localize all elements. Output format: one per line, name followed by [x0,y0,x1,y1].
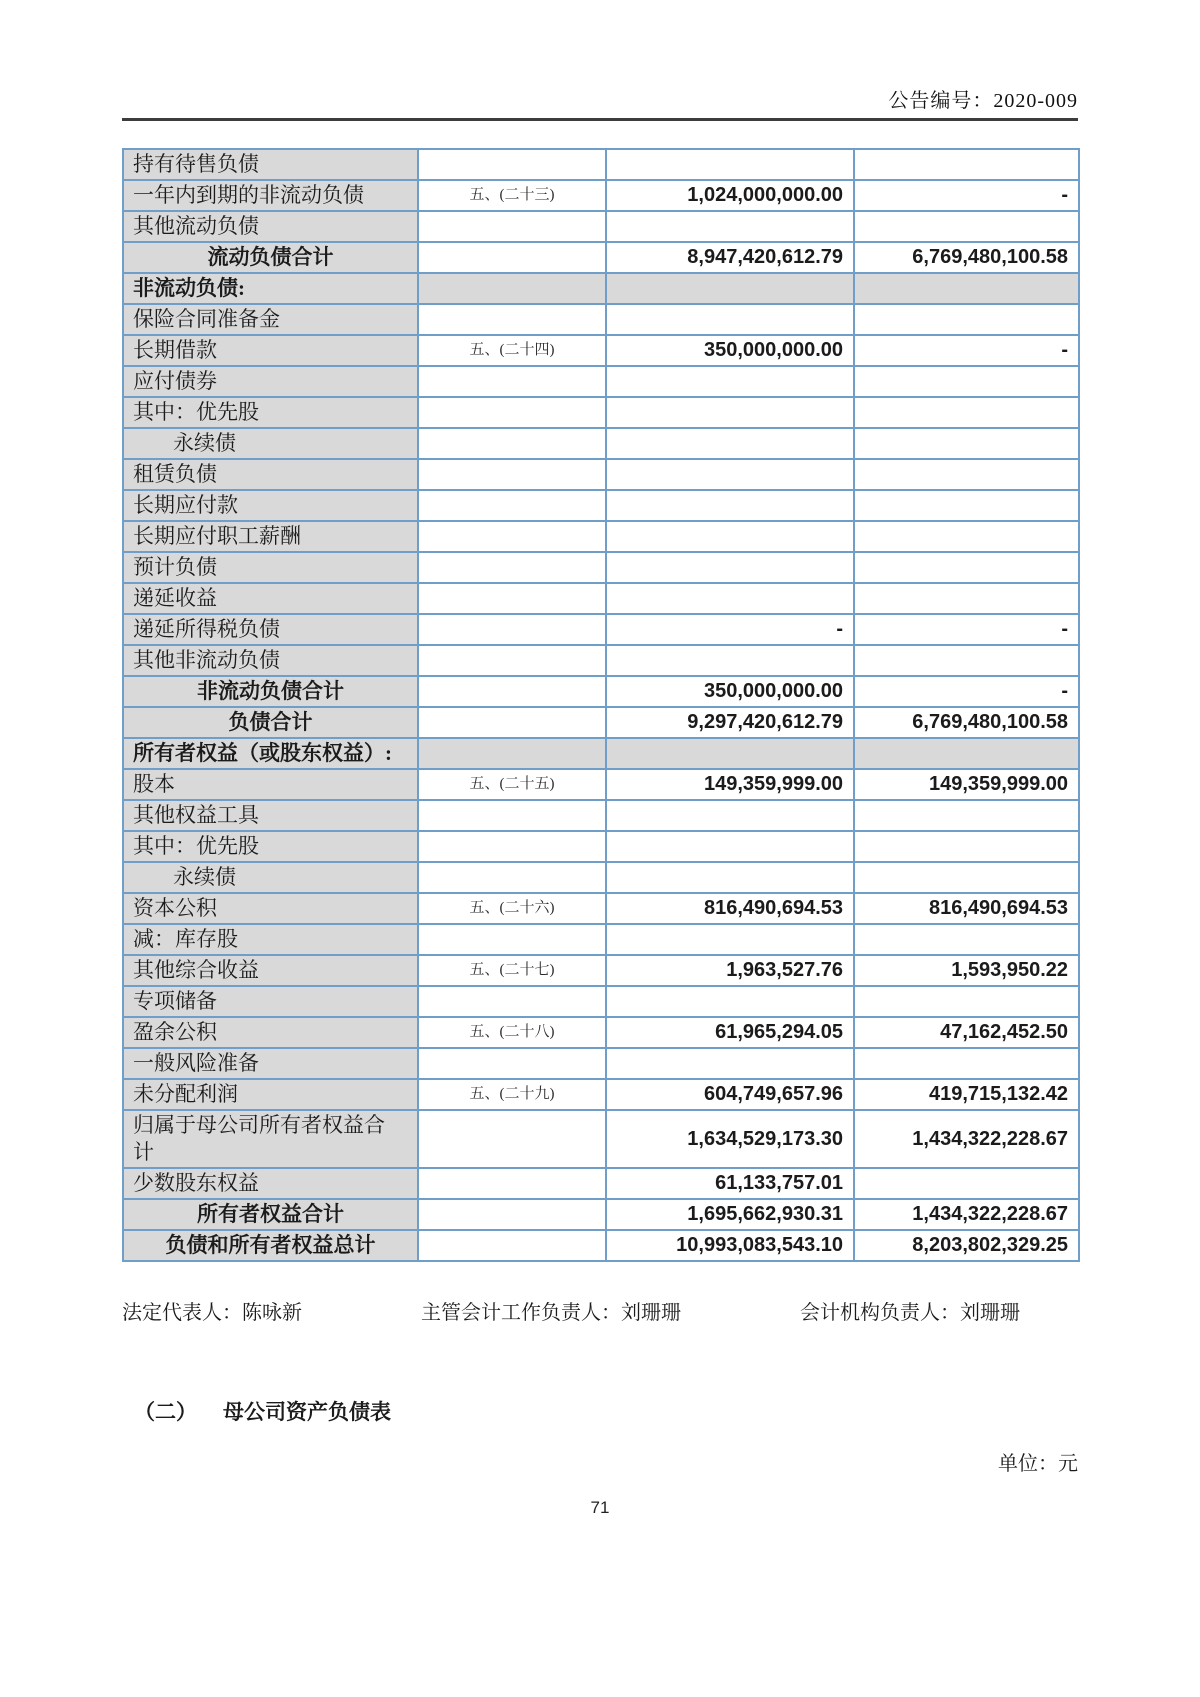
current-amount-cell: 61,965,294.05 [606,1017,854,1048]
previous-amount-cell [854,273,1079,304]
current-amount-cell [606,986,854,1017]
current-amount-cell: 350,000,000.00 [606,335,854,366]
current-amount-cell [606,304,854,335]
table-row [123,490,1079,521]
note-reference-cell [418,986,606,1017]
note-reference-cell: 五、(二十九) [418,1079,606,1110]
table-row [123,521,1079,552]
row-label-cell: 盈余公积 [123,1017,418,1048]
header-rule [122,118,1078,121]
table-row [123,273,1079,304]
page-number: 71 [590,1498,610,1517]
current-amount-cell: 1,634,529,173.30 [606,1110,854,1168]
note-reference-cell [418,862,606,893]
note-reference-cell [418,490,606,521]
note-reference-cell [418,242,606,273]
current-amount-cell [606,459,854,490]
row-label-cell: 持有待售负债 [123,149,418,180]
table-row [123,366,1079,397]
note-reference-cell [418,304,606,335]
row-label-cell: 递延收益 [123,583,418,614]
table-row [123,583,1079,614]
row-label-cell: 其他非流动负债 [123,645,418,676]
table-row [123,552,1079,583]
row-label-cell: 流动负债合计 [123,242,418,273]
note-reference-cell [418,552,606,583]
previous-amount-cell [854,211,1079,242]
current-amount-cell: 1,963,527.76 [606,955,854,986]
current-amount-cell [606,583,854,614]
current-amount-cell [606,366,854,397]
previous-amount-cell [854,459,1079,490]
previous-amount-cell [854,1048,1079,1079]
row-label-cell: 负债合计 [123,707,418,738]
current-amount-cell [606,738,854,769]
table-row [123,1230,1079,1261]
row-label-cell: 递延所得税负债 [123,614,418,645]
row-label-cell: 非流动负债: [123,273,418,304]
unit-label: 单位：元 [998,1453,1078,1475]
row-label-cell: 未分配利润 [123,1079,418,1110]
note-reference-cell [418,738,606,769]
previous-amount-cell [854,428,1079,459]
current-amount-cell [606,862,854,893]
note-reference-cell [418,583,606,614]
section-heading [122,1398,1078,1426]
previous-amount-cell [854,645,1079,676]
balance-sheet-body [123,149,1079,1261]
accounting-department-head: 会计机构负责人：刘珊珊 [800,1302,1020,1324]
row-label-cell: 其他综合收益 [123,955,418,986]
current-amount-cell: 149,359,999.00 [606,769,854,800]
note-reference-cell: 五、(二十三) [418,180,606,211]
table-row [123,893,1079,924]
current-amount-cell: 9,297,420,612.79 [606,707,854,738]
row-label-cell: 一般风险准备 [123,1048,418,1079]
note-reference-cell [418,1199,606,1230]
document-page [122,0,1078,1518]
note-reference-cell [418,397,606,428]
row-label-cell: 其中：优先股 [123,397,418,428]
announcement-number: 公告编号：2020-009 [888,90,1078,112]
row-label-cell: 资本公积 [123,893,418,924]
table-row [123,831,1079,862]
current-amount-cell: 61,133,757.01 [606,1168,854,1199]
current-amount-cell: 1,024,000,000.00 [606,180,854,211]
note-reference-cell [418,211,606,242]
previous-amount-cell: 1,593,950.22 [854,955,1079,986]
note-reference-cell [418,676,606,707]
row-label-cell: 长期应付职工薪酬 [123,521,418,552]
row-label-cell: 长期借款 [123,335,418,366]
row-label-cell: 一年内到期的非流动负债 [123,180,418,211]
current-amount-cell: 816,490,694.53 [606,893,854,924]
current-amount-cell: - [606,614,854,645]
previous-amount-cell: - [854,676,1079,707]
current-amount-cell [606,490,854,521]
current-amount-cell [606,645,854,676]
note-reference-cell [418,428,606,459]
previous-amount-cell: 419,715,132.42 [854,1079,1079,1110]
current-amount-cell [606,273,854,304]
row-label-cell: 非流动负债合计 [123,676,418,707]
table-row [123,769,1079,800]
previous-amount-cell [854,583,1079,614]
current-amount-cell: 10,993,083,543.10 [606,1230,854,1261]
previous-amount-cell [854,490,1079,521]
table-row [123,304,1079,335]
row-label-cell: 所有者权益合计 [123,1199,418,1230]
previous-amount-cell: 1,434,322,228.67 [854,1199,1079,1230]
chief-accounting-officer: 主管会计工作负责人：刘珊珊 [421,1302,681,1324]
previous-amount-cell [854,1168,1079,1199]
table-row [123,707,1079,738]
row-label-cell: 应付债券 [123,366,418,397]
row-label-cell: 永续债 [123,428,418,459]
row-label-cell: 长期应付款 [123,490,418,521]
row-label-cell: 少数股东权益 [123,1168,418,1199]
row-label-cell: 减：库存股 [123,924,418,955]
current-amount-cell [606,521,854,552]
previous-amount-cell: 1,434,322,228.67 [854,1110,1079,1168]
previous-amount-cell: 149,359,999.00 [854,769,1079,800]
note-reference-cell [418,459,606,490]
current-amount-cell [606,1048,854,1079]
current-amount-cell [606,149,854,180]
note-reference-cell [418,1230,606,1261]
row-label-cell: 其中：优先股 [123,831,418,862]
table-row [123,1168,1079,1199]
current-amount-cell [606,831,854,862]
row-label-cell: 其他流动负债 [123,211,418,242]
table-row [123,800,1079,831]
note-reference-cell [418,831,606,862]
current-amount-cell: 604,749,657.96 [606,1079,854,1110]
current-amount-cell [606,924,854,955]
previous-amount-cell [854,149,1079,180]
table-row [123,955,1079,986]
table-row [123,149,1079,180]
table-row [123,180,1079,211]
previous-amount-cell [854,304,1079,335]
previous-amount-cell: 6,769,480,100.58 [854,707,1079,738]
note-reference-cell [418,707,606,738]
table-row [123,645,1079,676]
table-row [123,1079,1079,1110]
table-row [123,862,1079,893]
previous-amount-cell: 816,490,694.53 [854,893,1079,924]
row-label-cell: 股本 [123,769,418,800]
table-row [123,242,1079,273]
previous-amount-cell [854,521,1079,552]
row-label-cell: 预计负债 [123,552,418,583]
note-reference-cell [418,1048,606,1079]
previous-amount-cell [854,738,1079,769]
table-row [123,335,1079,366]
row-label-cell: 其他权益工具 [123,800,418,831]
previous-amount-cell: 6,769,480,100.58 [854,242,1079,273]
current-amount-cell [606,800,854,831]
note-reference-cell: 五、(二十六) [418,893,606,924]
row-label-cell: 归属于母公司所有者权益合计 [123,1110,418,1168]
section-title: 母公司资产负债表 [223,1400,391,1424]
previous-amount-cell: - [854,335,1079,366]
previous-amount-cell: - [854,614,1079,645]
previous-amount-cell [854,552,1079,583]
table-row [123,1017,1079,1048]
table-row [123,397,1079,428]
legal-representative: 法定代表人：陈咏新 [122,1302,302,1324]
previous-amount-cell: 47,162,452.50 [854,1017,1079,1048]
table-row [123,676,1079,707]
section-index: （二） [134,1400,197,1424]
previous-amount-cell [854,800,1079,831]
table-row [123,459,1079,490]
table-row [123,1110,1079,1168]
table-row [123,1199,1079,1230]
note-reference-cell [418,366,606,397]
note-reference-cell: 五、(二十五) [418,769,606,800]
previous-amount-cell: 8,203,802,329.25 [854,1230,1079,1261]
previous-amount-cell [854,831,1079,862]
table-row [123,428,1079,459]
note-reference-cell [418,924,606,955]
table-row [123,211,1079,242]
note-reference-cell [418,1168,606,1199]
previous-amount-cell [854,397,1079,428]
row-label-cell: 负债和所有者权益总计 [123,1230,418,1261]
note-reference-cell [418,1110,606,1168]
current-amount-cell: 8,947,420,612.79 [606,242,854,273]
row-label-cell: 所有者权益（或股东权益）: [123,738,418,769]
previous-amount-cell [854,986,1079,1017]
row-label-cell: 保险合同准备金 [123,304,418,335]
table-row [123,738,1079,769]
note-reference-cell [418,149,606,180]
balance-sheet-table [122,148,1080,1262]
previous-amount-cell [854,862,1079,893]
current-amount-cell [606,397,854,428]
note-reference-cell [418,521,606,552]
note-reference-cell [418,273,606,304]
note-reference-cell [418,614,606,645]
previous-amount-cell [854,366,1079,397]
note-reference-cell: 五、(二十八) [418,1017,606,1048]
row-label-cell: 租赁负债 [123,459,418,490]
current-amount-cell: 1,695,662,930.31 [606,1199,854,1230]
current-amount-cell [606,428,854,459]
previous-amount-cell: - [854,180,1079,211]
previous-amount-cell [854,924,1079,955]
table-row [123,1048,1079,1079]
current-amount-cell [606,211,854,242]
row-label-cell: 永续债 [123,862,418,893]
note-reference-cell: 五、(二十七) [418,955,606,986]
table-row [123,986,1079,1017]
current-amount-cell [606,552,854,583]
note-reference-cell [418,645,606,676]
table-row [123,924,1079,955]
table-row [123,614,1079,645]
signature-row [122,1300,1078,1326]
note-reference-cell: 五、(二十四) [418,335,606,366]
current-amount-cell: 350,000,000.00 [606,676,854,707]
note-reference-cell [418,800,606,831]
row-label-cell: 专项储备 [123,986,418,1017]
